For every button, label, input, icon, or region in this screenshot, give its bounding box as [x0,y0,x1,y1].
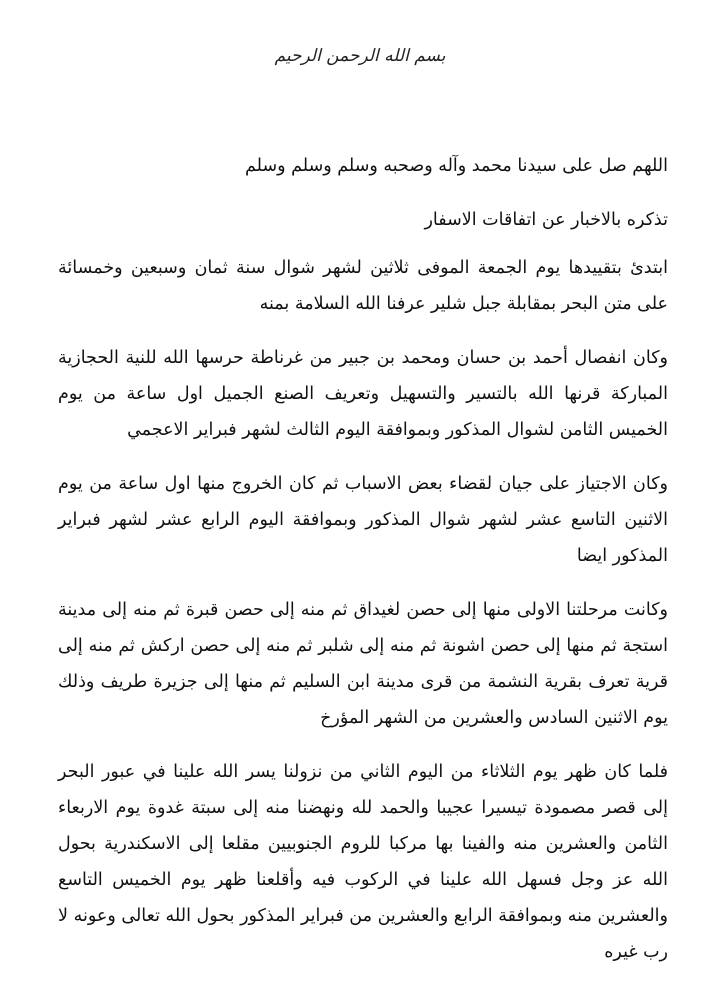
document-title: تذكره بالاخبار عن اتفاقات الاسفار [424,210,668,230]
paragraph-5: فلما كان ظهر يوم الثلاثاء من اليوم الثاني من نزولنا يسر الله علينا في عبور البحر إلى قصر مصمودة تيسيرا عجيبا والحمد لله ونهضنا منه إلى سبتة غدوة يوم الاربعاء الثامن والعشرين منه والفينا بها مركبا للروم الجنوبيين مقلعا إلى الاسكندرية بحول الله عز وجل فسهل الله علينا في الركوب فيه وأقلعنا ظهر يوم الخميس التاسع والعشرين منه وبموافقة الرابع والعشرين من فبراير المذكور بحول الله تعالى وعونه لا رب غيره [58,762,668,962]
document-body [58,148,668,988]
paragraph-4: وكانت مرحلتنا الاولى منها إلى حصن لغيداق ثم منه إلى حصن قبرة ثم منه إلى مدينة استجة ثم منها إلى حصن اشونة ثم منه إلى شلبر ثم منه إلى حصن اركش ثم منه إلى قرية تعرف بقرية النشمة من قرى مدينة ابن السليم ثم منها إلى جزيرة طريف وذلك يوم الاثنين السادس والعشرين من الشهر المؤرخ [58,600,668,728]
paragraph-2: وكان انفصال أحمد بن حسان ومحمد بن جبير من غرناطة حرسها الله للنية الحجازية المباركة قرنها الله بالتسير والتسهيل وتعريف الصنع الجميل اول ساعة من يوم الخميس الثامن لشوال المذكور وبموافقة اليوم الثالث لشهر فبراير الاعجمي [58,348,668,440]
paragraph-3: وكان الاجتياز على جيان لقضاء بعض الاسباب ثم كان الخروج منها اول ساعة من يوم الاثنين التاسع عشر لشهر شوال المذكور وبموافقة اليوم الرابع عشر لشهر فبراير المذكور ايضا [58,474,668,566]
opening-prayer: اللهم صل على سيدنا محمد وآله وصحبه وسلم وسلم وسلم [245,156,668,176]
basmala-heading: بسم الله الرحمن الرحيم [274,46,446,66]
paragraph-1: ابتدئ بتقييدها يوم الجمعة الموفى ثلاثين لشهر شوال سنة ثمان وسبعين وخمسائة على متن البحر بمقابلة جبل شلير عرفنا الله السلامة بمنه [58,258,668,314]
